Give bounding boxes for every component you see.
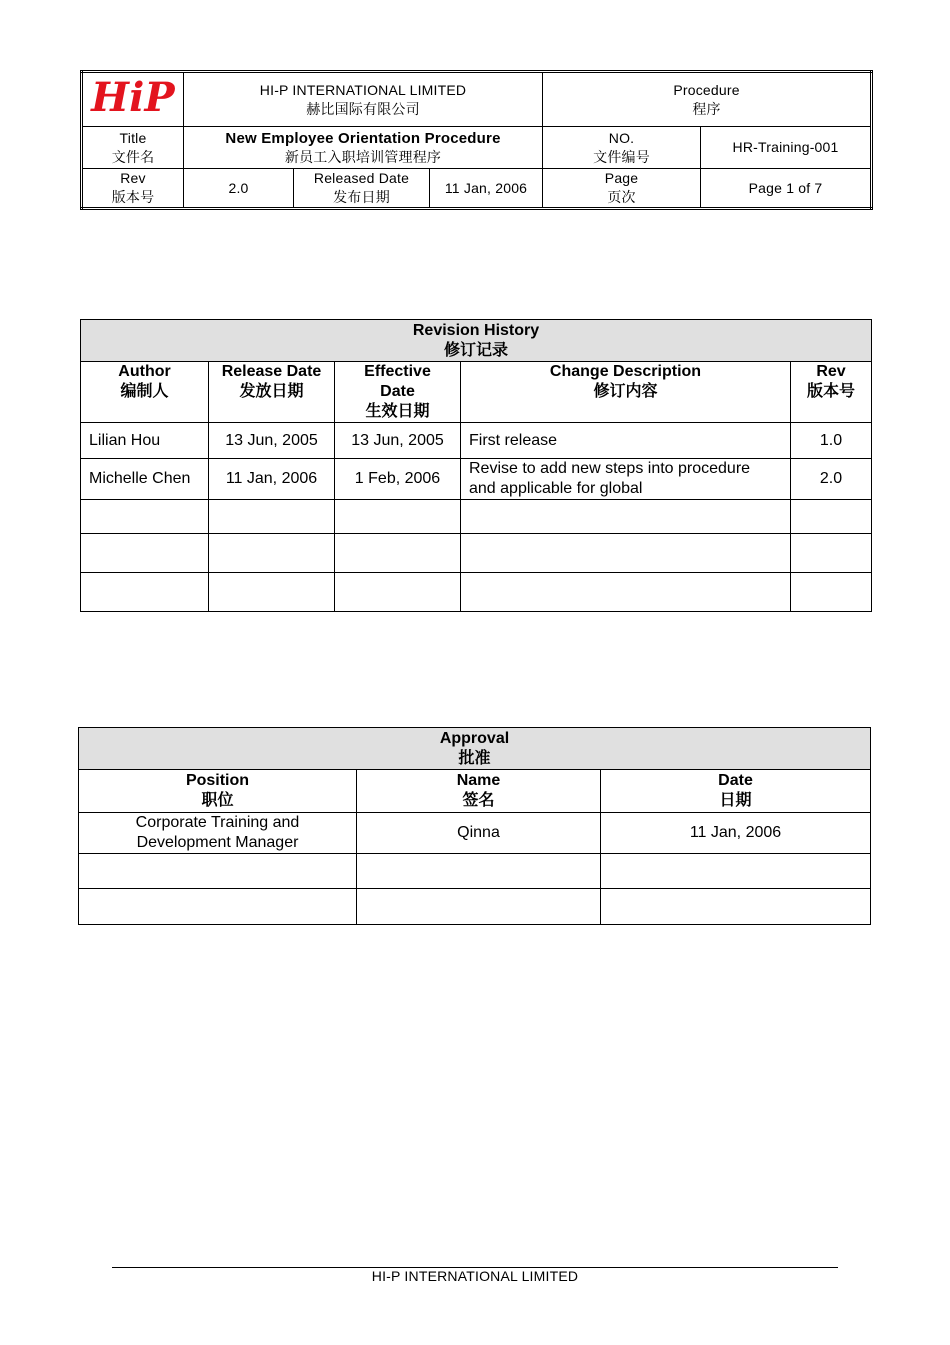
col-header-change-description-cn: 修订内容 [593,383,658,400]
change-description-line-1: First release [469,431,558,449]
doc-type-en: Procedure [673,81,740,98]
col-header-release-date-en: Release Date [221,363,322,380]
col-header-author-en: Author [118,363,171,380]
released-label-cn: 发布日期 [333,189,390,205]
col-header-change-description [461,362,791,423]
col-header-release-date [209,362,335,423]
empty-cell [461,500,791,534]
revision-history-title-cell [81,320,872,362]
title-label-cn: 文件名 [111,148,155,165]
position-line-1: Corporate Training and [135,814,300,831]
logo-text: HiP [91,74,175,121]
table-row [79,813,871,854]
doc-type-cn: 程序 [692,100,721,117]
empty-cell [81,500,209,534]
col-header-position [79,770,357,813]
col-header-position-en: Position [185,772,250,789]
position-line-2: Development Manager [136,834,299,851]
empty-cell [335,534,461,573]
footer-company-name: HI-P INTERNATIONAL LIMITED [371,1268,579,1284]
release-date-cell: 11 Jan, 2006 [209,459,335,500]
empty-cell [791,534,872,573]
approval-table [78,727,871,925]
approval-title-cn: 批准 [458,749,491,767]
logo-cell [82,72,184,127]
empty-cell [209,573,335,612]
empty-cell [79,889,357,925]
released-label-en: Released Date [313,170,410,186]
empty-table-row [79,889,871,925]
col-header-name-cn: 签名 [462,792,495,809]
empty-cell [461,534,791,573]
empty-cell [357,889,601,925]
empty-cell [335,573,461,612]
author-cell: Michelle Chen [81,459,209,500]
doc-no-label-cell [543,127,701,169]
empty-cell [357,854,601,889]
company-logo [83,73,183,121]
change-description-cell [461,423,791,459]
revision-history-title-en: Revision History [412,321,540,339]
col-header-effective-date-en2: Date [380,383,415,400]
col-header-rev [791,362,872,423]
approval-title-cell [79,728,871,770]
empty-cell [601,889,871,925]
page-label-en: Page [604,170,639,186]
effective-date-cell: 1 Feb, 2006 [335,459,461,500]
empty-cell [81,534,209,573]
col-header-date-cn: 日期 [719,792,752,809]
effective-date-cell: 13 Jun, 2005 [335,423,461,459]
released-date-value: 11 Jan, 2006 [430,169,543,209]
doc-type-cell [543,72,872,127]
empty-cell [79,854,357,889]
empty-cell [81,573,209,612]
company-name-en: HI-P INTERNATIONAL LIMITED [259,81,467,98]
doc-no-value: HR-Training-001 [701,127,872,169]
empty-cell [461,573,791,612]
col-header-name-en: Name [456,772,501,789]
empty-cell [209,534,335,573]
author-cell: Lilian Hou [81,423,209,459]
rev-label-cn: 版本号 [111,189,155,205]
rev-label-en: Rev [120,170,146,186]
rev-label-cell [82,169,184,209]
col-header-date-en: Date [718,772,753,789]
title-label-en: Title [119,129,147,146]
approval-title-en: Approval [439,729,510,747]
rev-cell: 1.0 [791,423,872,459]
rev-value: 2.0 [184,169,294,209]
col-header-date [601,770,871,813]
table-row [81,459,872,500]
empty-table-row [81,500,872,534]
change-description-cell [461,459,791,500]
col-header-author [81,362,209,423]
col-header-change-description-en: Change Description [549,363,702,380]
document-header-table [80,70,873,210]
empty-table-row [81,573,872,612]
release-date-cell: 13 Jun, 2005 [209,423,335,459]
col-header-position-cn: 职位 [201,792,234,809]
col-header-effective-date [335,362,461,423]
document-title-en: New Employee Orientation Procedure [225,129,501,147]
empty-cell [335,500,461,534]
title-value-cell [184,127,543,169]
table-row [81,423,872,459]
col-header-effective-date-en: Effective [364,363,431,380]
col-header-name [357,770,601,813]
name-cell: Qinna [357,813,601,854]
col-header-release-date-cn: 发放日期 [239,383,304,400]
col-header-effective-date-cn: 生效日期 [365,403,430,420]
doc-no-label-en: NO. [608,129,635,146]
page-number-value: Page 1 of 7 [701,169,872,209]
revision-history-table [80,319,872,612]
rev-cell: 2.0 [791,459,872,500]
released-label-cell [294,169,430,209]
empty-table-row [81,534,872,573]
doc-no-label-cn: 文件编号 [593,148,650,165]
date-cell: 11 Jan, 2006 [601,813,871,854]
title-label-cell [82,127,184,169]
page-label-cn: 页次 [607,189,636,205]
change-description-line-2: and applicable for global [469,480,643,497]
empty-cell [209,500,335,534]
position-cell [79,813,357,854]
col-header-rev-en: Rev [816,363,846,380]
empty-cell [601,854,871,889]
revision-history-title-cn: 修订记录 [444,341,509,359]
empty-table-row [79,854,871,889]
change-description-line-1: Revise to add new steps into procedure [469,460,751,477]
page-label-cell [543,169,701,209]
col-header-author-cn: 编制人 [120,383,169,400]
empty-cell [791,500,872,534]
company-name-cell [184,72,543,127]
company-name-cn: 赫比国际有限公司 [306,100,420,117]
document-title-cn: 新员工入职培训管理程序 [284,148,442,165]
col-header-rev-cn: 版本号 [807,383,856,400]
empty-cell [791,573,872,612]
